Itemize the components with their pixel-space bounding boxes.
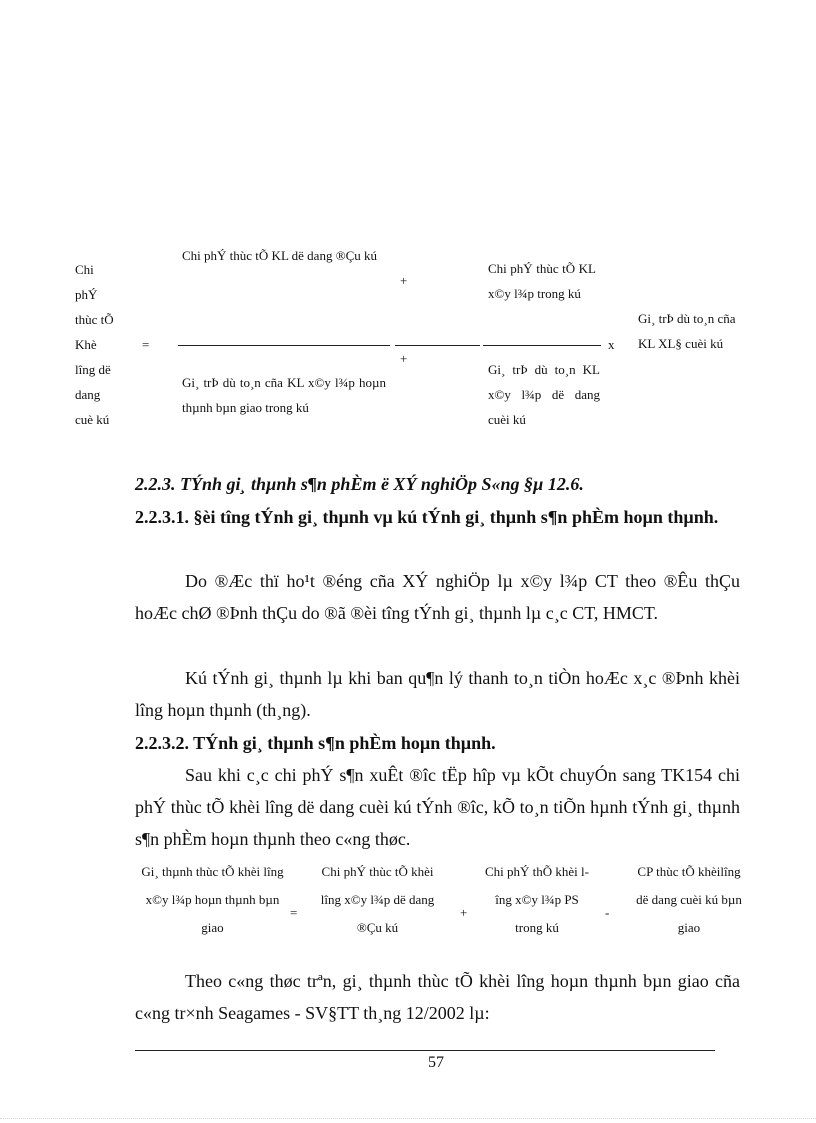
formula2-term-3: Chi phÝ thÕ khèi lîng x©y l¾p PS trong kú <box>484 864 589 935</box>
section-heading-2-2-3: 2.2.3. TÝnh gi¸ thµnh s¶n phÈm ë XÝ nghiÖp S«ng §µ 12.6. <box>135 474 584 494</box>
formula1-numerator-1: Chi phÝ thùc tÕ KL dë dang ®Çu kú <box>182 248 377 263</box>
formula2-minus: - <box>605 905 610 920</box>
section-heading-2-2-3-1: 2.2.3.1. §èi tîng tÝnh gi¸ thµnh vµ kú tÝnh gi¸ thµnh s¶n phÈm hoµn thµnh. <box>135 507 719 527</box>
lhs-line: dang <box>75 387 101 402</box>
formula1-plus-bottom: + <box>400 351 408 366</box>
formula1-plus-top: + <box>400 273 408 288</box>
formula1-denominator-2: Gi¸ trÞ dù to¸n KL x©y l¾p dë dang cuèi kú <box>488 362 600 427</box>
paragraph: Do ®Æc thï ho¹t ®éng cña XÝ nghiÖp lµ x©y l¾p CT theo ®Êu thÇu hoÆc chØ ®Þnh thÇu do ®ã ®èi tîng tÝnh gi¸ thµnh lµ c¸c CT, HMCT. <box>135 571 740 623</box>
formula2-term-2: Chi phÝ thùc tÕ khèi lîng x©y l¾p dë dang ®Çu kú <box>320 864 435 935</box>
formula1-times: x <box>608 337 615 352</box>
fraction-line <box>395 345 480 346</box>
formula2-term-4: CP thùc tÕ khèilîng dë dang cuèi kú bµn giao <box>636 864 742 935</box>
lhs-line: lîng dë <box>75 362 111 377</box>
formula1-equals: = <box>142 337 150 352</box>
formula1-denominator-1: Gi¸ trÞ dù to¸n cña KL x©y l¾p hoµn thµnh bµn giao trong kú <box>182 375 386 415</box>
paragraph: Theo c«ng thøc trªn, gi¸ thµnh thùc tÕ khèi lîng hoµn thµnh bµn giao cña c«ng tr×nh Seagames - SV§TT th¸ng 12/2002 lµ: <box>135 971 740 1023</box>
formula1-lhs <box>75 257 135 432</box>
formula2-plus: + <box>460 905 468 920</box>
fraction-line <box>483 345 601 346</box>
formula2-equals: = <box>290 905 298 920</box>
formula1-rhs: Gi¸ trÞ dù to¸n cña KL XL§ cuèi kú <box>638 311 736 351</box>
fraction-line <box>178 345 390 346</box>
lhs-line: cuè kú <box>75 412 110 427</box>
paragraph: Kú tÝnh gi¸ thµnh lµ khi ban qu¶n lý thanh to¸n tiÒn hoÆc x¸c ®Þnh khèi lîng hoµn thµnh (th¸ng). <box>135 668 740 720</box>
lhs-line: phÝ <box>75 287 98 302</box>
footer-rule <box>135 1050 715 1051</box>
page-bottom-border <box>0 1118 816 1119</box>
lhs-line: thùc tÕ <box>75 312 114 327</box>
lhs-line: Chi <box>75 262 94 277</box>
formula1-numerator-2: Chi phÝ thùc tÕ KL x©y l¾p trong kú <box>488 261 596 301</box>
formula2-term-1: Gi¸ thµnh thùc tÕ khèi lîng x©y l¾p hoµn thµnh bµn giao <box>141 864 284 935</box>
page-number: 57 <box>428 1054 444 1071</box>
lhs-line: Khè <box>75 337 97 352</box>
paragraph: Sau khi c¸c chi phÝ s¶n xuÊt ®îc tËp hîp vµ kÕt chuyÓn sang TK154 chi phÝ thùc tÕ khèi lîng dë dang cuèi kú tÝnh ®îc, kÕ to¸n tiÕn hµnh tÝnh gi¸ thµnh s¶n phÈm hoµn thµnh theo c«ng thøc. <box>135 765 740 849</box>
section-heading-2-2-3-2: 2.2.3.2. TÝnh gi¸ thµnh s¶n phÈm hoµn thµnh. <box>135 733 496 753</box>
